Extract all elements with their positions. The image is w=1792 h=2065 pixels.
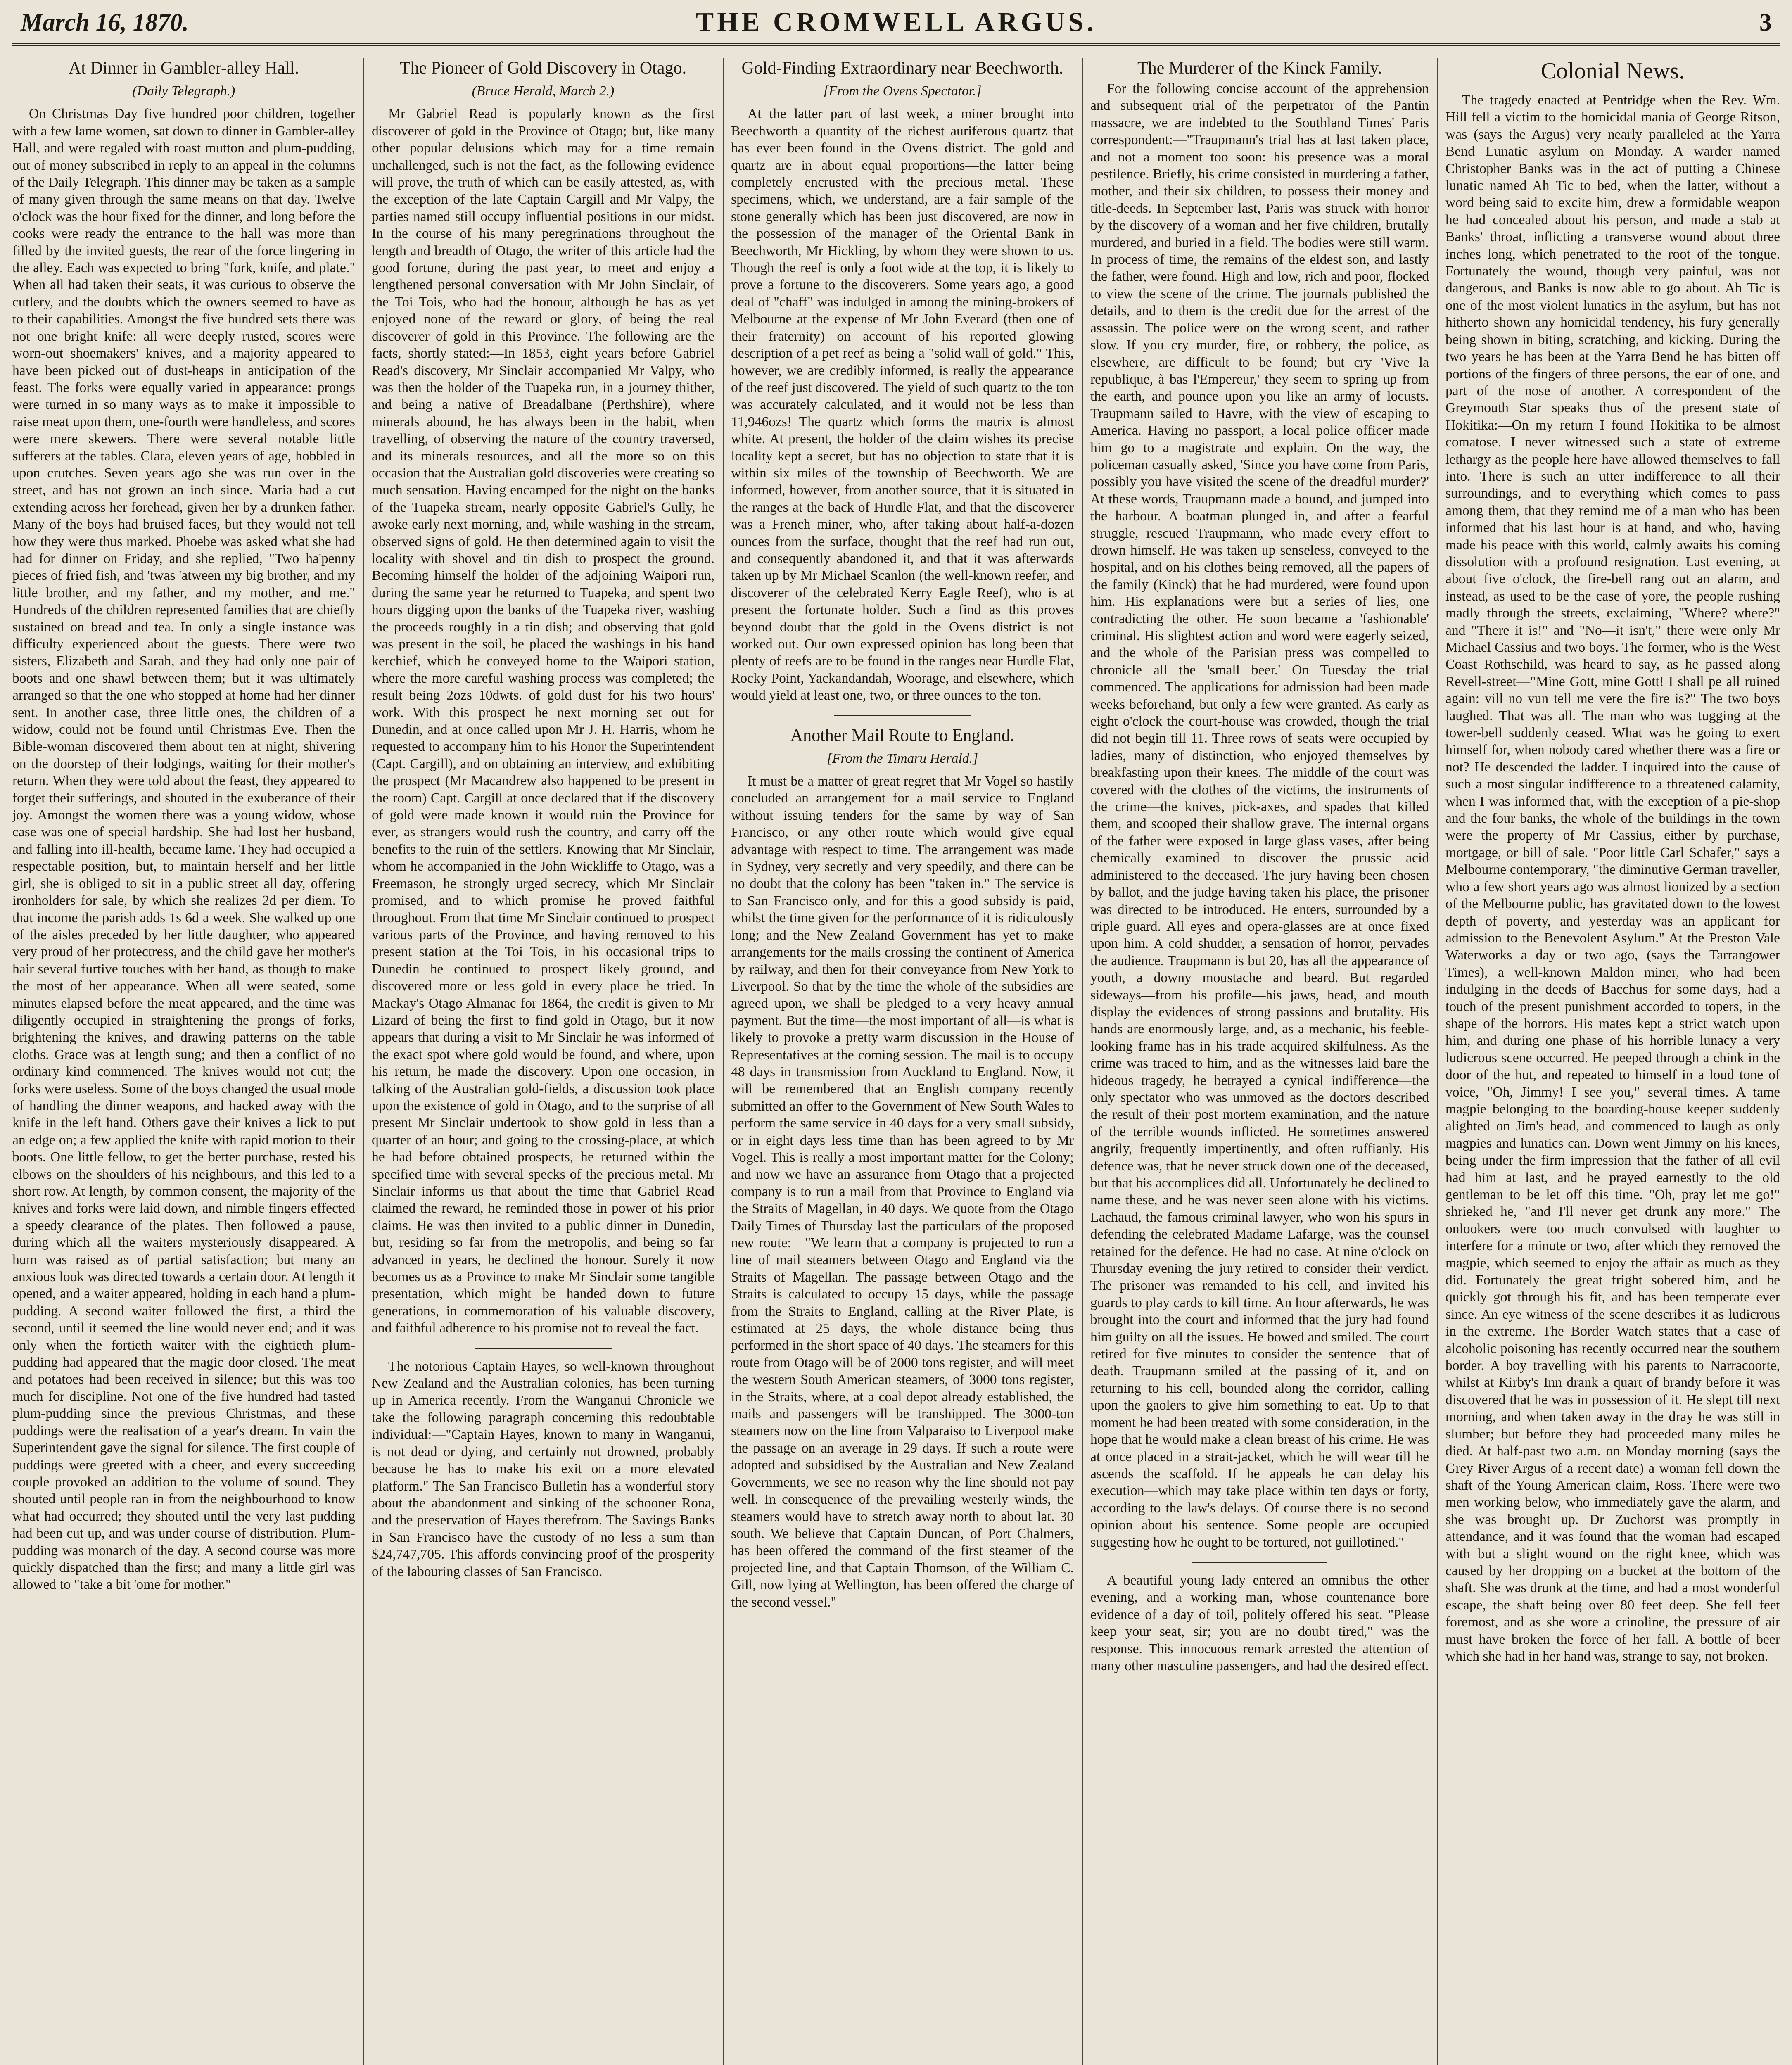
article-heading-kinck-murderer: The Murderer of the Kinck Family. (1137, 59, 1382, 78)
column-5 (1445, 58, 1780, 2065)
column-2 (372, 58, 714, 2065)
article-captain-hayes: The notorious Captain Hayes, so well-known throughout New Zealand and the Australian colonies, has been turning up in America recently. From the Wanganui Chronicle we take the following paragraph concerning this redoubtable individual:—"Captain Hayes, known to many in Wanganui, is not dead or dying, and certainly not drowned, probably because he has to make his exit on a more elevated platform." The San Francisco Bulletin has a wonderful story about the abandonment and sinking of the schooner Rona, and the preservation of Hayes therefrom. The Savings Banks in San Francisco have the custody of no less a sum than $24,747,705. This affords convincing proof of the prosperity of the labouring classes of San Francisco. (372, 1358, 714, 1579)
article-body: Mr Gabriel Read is popularly known as the first discoverer of gold in the Province of Otago; but, like many other popular delusions which may for a time remain unchallenged, such is not the fact, as the following evidence will prove, the truth of which can be easily attested, as, with the exception of the late Captain Cargill and Mr Valpy, the parties named still occupy influential positions in our midst. In the course of his many peregrinations throughout the length and breadth of Otago, the writer of this article had the good fortune, during the past year, to meet and enjoy a lengthened personal conversation with Mr John Sinclair, of the Toi Tois, who had the honour, although he has as yet enjoyed none of the reward or glory, of being the real discoverer of gold in this Province. The following are the facts, shortly stated:—In 1853, eight years before Gabriel Read's discovery, Mr Sinclair accompanied Mr Valpy, who was then the holder of the Tuapeka run, in a journey thither, and being a native of Breadalbane (Perthshire), where minerals abound, he has always been in the habit, when travelling, of observing the nature of the country traversed, and its minerals resources, and all the more so on this occasion that the Australian gold discoveries were creating so much sensation. Having encamped for the night on the banks of the Tuapeka stream, nearly opposite Gabriel's Gully, he awoke early next morning, and, while washing in the stream, observed signs of gold. He then determined again to visit the locality with shovel and tin dish to prospect the ground. Becoming himself the holder of the adjoining Waipori run, during the same year he returned to Tuapeka, and spent two hours digging upon the banks of the Tuapeka river, washing the proceeds roughly in a tin dish; and observing that gold was present in the soil, he placed the washings in his hand kerchief, which he conveyed home to the Waipori station, where the more careful washing process was completed; the result being 2ozs 10dwts. of gold dust for his two hours' work. With this prospect he next morning set out for Dunedin, and at once called upon Mr J. H. Harris, whom he requested to accompany him to his Honor the Superintendent (Capt. Cargill), and on obtaining an interview, and exhibiting the prospect (Mr Macandrew also happened to be present in the room) Capt. Cargill at once declared that if the discovery of gold were made known it would ruin the Province for ever, as strangers would rush the country, and carry off the benefits to the ruin of the settlers. Knowing that Mr Sinclair, whom he accompanied in the John Wickliffe to Otago, was a Freemason, he strongly urged secrecy, which Mr Sinclair promised, and to which promise he proved faithful throughout. From that time Mr Sinclair continued to prospect various parts of the Province, and having removed to his present station at the Toi Tois, in his occasional trips to Dunedin he continued to prospect likely ground, and discovered more or less gold in every place he tried. In Mackay's Otago Almanac for 1864, the credit is given to Mr Lizard of being the first to find gold in Otago, but it now appears that during a visit to Mr Sinclair he was informed of the exact spot where gold would be found, and where, upon his return, he made the discovery. Upon one occasion, in talking of the Australian gold-fields, a discussion took place upon the existence of gold in Otago, and to the surprise of all present Mr Sinclair undertook to show gold in less than a quarter of an hour; and going to the crossing-place, at which he had before obtained prospects, he returned within the specified time with several specks of the precious metal. Mr Sinclair informs us that about the time that Gabriel Read claimed the reward, he reminded those in power of his prior claims. He was then invited to a public dinner in Dunedin, but, residing so far from the metropolis, and being so far advanced in years, he declined the honour. Surely it now becomes us as a Province to make Mr Sinclair some tangible presentation, which might be handed down to future generations, in commemoration of his valuable discovery, and faithful adherence to his promise not to reveal the fact. (372, 106, 714, 1336)
article-body: For the following concise account of the apprehension and subsequent trial of the perpetrator of the Pantin massacre, we are indebted to the Southland Times' Paris correspondent:—"Traupmann's trial has at last taken place, and not a moment too soon: his presence was a moral pestilence. Briefly, his crime consisted in murdering a father, mother, and their six children, to possess their money and title-deeds. In September last, Paris was struck with horror by the discovery of a woman and her five children, brutally murdered, and buried in a field. The bodies were still warm. In process of time, the remains of the eldest son, and lastly the father, were found. High and low, rich and poor, flocked to view the scene of the crime. The journals published the details, and to them is the credit due for the arrest of the assassin. The police were on the wrong scent, and rather slow. If you cry murder, fire, or robbery, the police, as elsewhere, are difficult to be found; but cry 'Vive la republique, à bas l'Empereur,' they seem to spring up from the earth, and pounce upon you like an army of locusts. Traupmann sailed to Havre, with the view of escaping to America. Having no passport, a local police officer made him go to a magistrate and explain. On the way, the policeman casually asked, 'Since you have come from Paris, possibly you have visited the scene of the dreadful murder?' At these words, Traupmann made a bound, and jumped into the harbour. A boatman plunged in, and after a fearful struggle, rescued Traupmann, who made every effort to drown himself. He was taken up senseless, conveyed to the hospital, and on his clothes being removed, all the papers of the family (Kinck) that he had murdered, were found upon him. His explanations were but a series of lies, one contradicting the other. He soon became a 'fashionable' criminal. His slightest action and word were eagerly seized, and the whole of the Parisian press was compelled to chronicle all the 'small beer.' On Tuesday the trial commenced. The applications for admission had been made weeks beforehand, but only a few were granted. As early as eight o'clock the court-house was crowded, though the trial did not begin till 11. Three rows of seats were occupied by ladies, many of distinction, who enjoyed themselves by breakfasting upon their knees. The middle of the court was covered with the clothes of the victims, the instruments of the crime—the knives, pick-axes, and spades that killed them, and scooped their shallow grave. The internal organs of the father were exposed in large glass vases, after being chemically examined to discover the prussic acid administered to the deceased. The jury having been chosen by ballot, and the judge having taken his place, the prisoner was directed to be introduced. He enters, surrounded by a triple guard. All eyes and opera-glasses are at once fixed upon him. A cold shudder, a sensation of horror, pervades the audience. Traupmann is but 20, has all the appearance of youth, a downy moustache and beard. But regarded sideways—from his profile—his jaws, head, and mouth display the evidences of strong passions and brutality. His hands are enormously large, and, as a mechanic, his feeble-looking frame has in his trade acquired skilfulness. As the crime was traced to him, and as the witnesses laid bare the hideous tragedy, he betrayed a cynical indifference—the only spectator who was unmoved as the doctors described the result of their post mortem examination, and the nature of the terrible wounds inflicted. He sometimes answered angrily, frequently impertinently, and often ruffianly. His defence was, that he never struck down one of the deceased, but that his accomplices did all. Unfortunately he declined to name these, and he was never seen alone with his victims. Lachaud, the famous criminal lawyer, who won his spurs in defending the celebrated Madame Lafarge, was the counsel retained for the defence. He had no case. At nine o'clock on Thursday evening the jury retired to consider their verdict. The prisoner was remanded to his cell, and invited his guards to play cards to kill time. An hour afterwards, he was brought into the court and informed that the jury had found him guilty on all the issues. He bowed and smiled. The court retired for five minutes to consider the sentence—that of death. Traupmann smiled at the passing of it, and on returning to his cell, bounded along the corridor, calling upon the gaolers to give him something to eat. Up to that moment he had been treated with some consideration, in the hope that he would make a clean breast of his crime. He was at once placed in a strait-jacket, which he will wear till he ascends the scaffold. If he appeals he can delay his execution—which may take place within ten days or forty, according to the law's delays. Of course there is no second opinion about his sentence. Some people are occupied suggesting how he ought to be tortured, not guillotined." (1090, 81, 1429, 1550)
article-body: The tragedy enacted at Pentridge when the Rev. Wm. Hill fell a victim to the homicidal mania of George Ritson, was (says the Argus) very nearly paralleled at the Yarra Bend Lunatic asylum on Monday. A warder named Christopher Banks was in the act of putting a Chinese lunatic named Ah Tic to bed, when the latter, without a word being said to excite him, drew a formidable weapon he had concealed about his person, and made a stab at Banks' throat, inflicting a transverse wound about three inches long, which penetrated to the root of the tongue. Fortunately the wound, though very painful, was not dangerous, and Banks is now able to go about. Ah Tic is one of the most violent lunatics in the asylum, but has not hitherto shown any homicidal tendency, his fury generally being shown in biting, scratching, and kicking. During the two years he has been at the Yarra Bend he has bitten off portions of the fingers of three persons, the ear of one, and part of the nose of another. A correspondent of the Greymouth Star speaks thus of the present state of Hokitika:—On my return I found Hokitika to be almost comatose. I never witnessed such a state of extreme lethargy as the people here have allowed themselves to fall into. There is such an utter indifference to all their surroundings, and to everything which comes to pass among them, that they remind me of a man who has been informed that his last hour is at hand, and who, having made his peace with this world, calmly awaits his coming dissolution with a profound resignation. Last evening, at about five o'clock, the fire-bell rang out an alarm, and instead, as used to be the case of yore, the people rushing madly through the streets, exclaiming, "Where? where?" and "There it is!" and "No—it isn't," there were only Mr Michael Cassius and two boys. The former, who is the West Coast Rothschild, was heard to say, as he passed along Revell-street—"Mine Gott, mine Gott! I shall pe all ruined again: vill no vun tell me vere the fire is?" The two boys laughed. That was all. The man who was tugging at the tower-bell suddenly ceased. What was he going to exert himself for, when nobody cared whether there was a fire or not? He descended the ladder. I inquired into the cause of such a most singular indifference to a threatened calamity, when I was informed that, with the exception of a pie-shop and the four banks, the whole of the buildings in the town were the property of Mr Cassius, either by purchase, mortgage, or bill of sale. "Poor little Carl Schafer," says a Melbourne contemporary, "the diminutive German traveller, who a few short years ago was almost lionized by a section of the Melbourne public, has gravitated down to the lowest depth of poverty, and yesterday was an applicant for admission to the Benevolent Asylum." At the Preston Vale Waterworks a day or two ago, (says the Tarrangower Times), a well-known Maldon miner, who had been indulging in the deeds of Bacchus for some days, had a touch of the present punishment accorded to topers, in the shape of the horrors. His mates kept a strict watch upon him, and during one phase of his horrible lunacy a very ludicrous scene occurred. He peeped through a chink in the door of the hut, and repeated to himself in a loud tone of voice, "Oh, Jimmy! I see you," several times. A tame magpie belonging to the boarding-house keeper suddenly alighted on Jim's head, and commenced to laugh as only magpies and lunatics can. Down went Jimmy on his knees, being under the firm impression that the father of all evil had him at last, and he prayed earnestly to the old gentleman to be let off this time. "Oh, pray let me go!" shrieked he, "and I'll never get drunk any more." The onlookers were too much convulsed with laughter to interfere for a minute or two, after which they removed the magpie, which seemed to enjoy the affair as much as they did. Fortunately the great fright sobered him, and he quickly got through his fit, and has been temperate ever since. An eye witness of the scene describes it as ludicrous in the extreme. The Border Watch states that a case of alcoholic poisoning has recently occurred near the southern border. A boy travelling with his parents to Narracoorte, whilst at Kirby's Inn drank a quart of brandy before it was discovered that he was in possession of it. He slept till next morning, and when taken away in the dray he was still in slumber; but before they had proceeded many miles he died. At half-past two a.m. on Monday morning (says the Grey River Argus of a recent date) a woman fell down the shaft of the Young American claim, Ross. There were two men working below, who immediately gave the alarm, and she was brought up. Dr Zuchorst was promptly in attendance, and it was found that the woman had escaped with but a slight wound on the right knee, which was caused by her dropping on a bucket at the bottom of the shaft. She was drunk at the time, and had a most wonderful escape, the shaft being over 80 feet deep. She fell feet foremost, and as she wore a crinoline, the pressure of air must have broken the force of her fall. A bottle of beer which she had in her hand was, strange to say, not broken. (1445, 93, 1780, 1664)
masthead (12, 4, 1780, 46)
column-rule (723, 58, 724, 2065)
newspaper-title: THE CROMWELL ARGUS. (695, 7, 1097, 37)
section-divider (834, 715, 971, 716)
article-heading-gold-discovery: The Pioneer of Gold Discovery in Otago. (399, 59, 686, 78)
article-heading-mail-route: Another Mail Route to England. (790, 726, 1015, 745)
article-source: (Daily Telegraph.) (132, 83, 235, 99)
section-heading-colonial-news: Colonial News. (1540, 58, 1685, 84)
article-heading-beechworth: Gold-Finding Extraordinary near Beechworth. (741, 59, 1063, 78)
article-body: At the latter part of last week, a miner brought into Beechworth a quantity of the richest auriferous quartz that has ever been found in the Ovens district. The gold and quartz are in about equal proportions—the latter being completely encrusted with the precious metal. These specimens, which, we understand, are a fair sample of the stone generally which has been just discovered, are now in the possession of the manager of the Oriental Bank in Beechworth, Mr Hickling, by whom they were shown to us. Though the reef is only a foot wide at the top, it is likely to prove a fortune to the discoverers. Some years ago, a good deal of "chaff" was indulged in among the mining-brokers of Melbourne at the expense of Mr John Everard (then one of their fraternity) on account of his reported glowing description of a pet reef as being a "solid wall of gold." This, however, we are credibly informed, is really the appearance of the reef just discovered. The yield of such quartz to the ton was accurately calculated, and it would not be less than 11,946ozs! The quartz which forms the matrix is almost white. At present, the holder of the claim wishes its precise locality kept a secret, but has no objection to state that it is within six miles of the township of Beechworth. We are informed, however, from another source, that it is situated in the ranges at the back of Hurdle Flat, and that the discoverer was a French miner, who, after taking about half-a-dozen ounces from the surface, thought that the reef had run out, and consequently abandoned it, and that it was afterwards taken up by Mr Michael Scanlon (the well-known reefer, and discoverer of the celebrated Kerry Eagle Reef), who is at present the fortunate holder. Such a find as this proves beyond doubt that the gold in the Ovens district is not worked out. Our own expressed opinion has long been that plenty of reefs are to be found in the ranges near Hurdle Flat, Rocky Point, Yackandandah, Woorage, and elsewhere, which would yield at least one, two, or three ounces to the ton. (731, 106, 1074, 703)
section-divider (1192, 1562, 1327, 1563)
section-divider (475, 1348, 612, 1349)
issue-date: March 16, 1870. (21, 9, 189, 36)
column-4 (1090, 58, 1429, 2065)
column-rule (1082, 58, 1083, 2065)
column-rule (363, 58, 364, 2065)
article-heading-gambler-alley: At Dinner in Gambler-alley Hall. (69, 59, 299, 78)
article-omnibus: A beautiful young lady entered an omnibus the other evening, and a working man, whose countenance bore evidence of a day of toil, politely offered his seat. "Please keep your seat, sir; you are no doubt tired," was the response. This innocuous remark arrested the attention of many other masculine passengers, and had the desired effect. (1090, 1572, 1429, 1673)
article-source: [From the Timaru Herald.] (826, 750, 978, 766)
column-rule (1437, 58, 1438, 2065)
article-source: [From the Ovens Spectator.] (823, 83, 982, 99)
article-body: On Christmas Day five hundred poor children, together with a few lame women, sat down to dinner in Gambler-alley Hall, and were regaled with roast mutton and plum-pudding, out of money subscribed in reply to an appeal in the columns of the Daily Telegraph. This dinner may be taken as a sample of many given through the same means on that day. Twelve o'clock was the hour fixed for the dinner, and long before the cooks were ready the entrance to the hall was more than filled by the invited guests, the rear of the force lingering in the alley. Each was expected to bring "fork, knife, and plate." When all had taken their seats, it was curious to observe the cutlery, and the doubts which the owners seemed to have as to their capabilities. Amongst the five hundred sets there was not one bright knife: all were deeply rusted, scores were worn-out shoemakers' knives, and a majority appeared to have been picked out of dust-heaps in anticipation of the feast. The forks were equally varied in appearance: prongs were turned in so many ways as to make it impossible to raise meat upon them, one-fourth were handleless, and scores were mere skewers. There were several notable little sufferers at the tables. Clara, eleven years of age, hobbled in upon crutches. Seven years ago she was run over in the street, and has not grown an inch since. Maria had a cut extending across her forehead, given her by a drunken father. Many of the boys had bruised faces, but they would not tell how they were thus marked. Phoebe was asked what she had had for dinner on Friday, and she replied, "Two ha'penny pieces of fried fish, and 'twas 'atween my big brother, and my little brother, and my father, and my mother, and me." Hundreds of the children represented families that are chiefly sustained on bread and tea. In only a single instance was difficulty experienced about the guests. There were two sisters, Elizabeth and Sarah, and they had only one pair of boots and one shawl between them; but it was ultimately arranged so that the one who stopped at home had her dinner sent. In another case, three little ones, the children of a widow, could not be found until Christmas Eve. Then the Bible-woman discovered them about ten at night, shivering on the doorstep of their lodgings, waiting for their mother's return. When they were told about the feast, they appeared to forget their sufferings, and shouted in the exuberance of their joy. Amongst the women there was a young widow, whose case was one of special hardship. She had lost her husband, and falling into ill-health, became lame. They had occupied a respectable position, but, to maintain herself and her little girl, she is obliged to sit in a public street all day, offering ironholders for sale, by which she realizes 2d per diem. To that income the parish adds 1s 6d a week. She walked up one of the aisles preceded by her little daughter, who appeared very proud of her protectress, and the child gave her mother's hair several furtive touches with her hand, as though to make the most of her appearance. When all were seated, some minutes elapsed before the meat appeared, and the time was diligently occupied in straightening the prongs of forks, brightening the knives, and drawing patterns on the table cloths. Grace was at length sung; and then a conflict of no ordinary kind commenced. The knives would not cut; the forks were useless. Some of the boys changed the usual mode of handling the dinner weapons, and hacked away with the knife in the left hand. Others gave their knives a lick to put an edge on; a few applied the knife with rapid motion to their boots. One little fellow, to get the better purchase, rested his elbows on the shoulders of his neighbours, and this led to a short row. At length, by common consent, the majority of the knives and forks were laid down, and nimble fingers effected a speedy clearance of the plates. Then followed a pause, during which all the waiters mysteriously disappeared. A hum was raised as of partial satisfaction; but many an anxious look was directed towards a certain door. At length it opened, and a waiter appeared, holding in each hand a plum-pudding. A second waiter followed the first, a third the second, until it seemed the line would never end; and it was only when the fortieth waiter with the eightieth plum-pudding had appeared that the magic door closed. The meat and potatoes had been received in silence; but this was too much for discipline. Not one of the five hundred had tasted plum-pudding since the previous Christmas, and these puddings were the realisation of a year's dream. In vain the Superintendent gave the signal for silence. The first couple of puddings were greeted with a cheer, and every succeeding couple provoked an addition to the volume of sound. They shouted until people ran in from the neighbourhood to know what had occurred; they shouted until the very last pudding had been cut up, and was under course of distribution. Plum-pudding was monarch of the day. A second course was more quickly dispatched than the first; and many a little girl was allowed to "take a bit 'ome for mother." (12, 106, 355, 1593)
column-1 (12, 58, 355, 2065)
page-number: 3 (1759, 9, 1772, 36)
article-source: (Bruce Herald, March 2.) (472, 83, 615, 99)
column-3 (731, 58, 1074, 2065)
article-body: It must be a matter of great regret that Mr Vogel so hastily concluded an arrangement for a mail service to England without issuing tenders for the same by way of San Francisco, or any other route which would give equal advantage with respect to time. The arrangement was made in Sydney, very secretly and very speedily, and there can be no doubt that the colony has been "taken in." The service is to San Francisco only, and for this a good subsidy is paid, whilst the time given for the performance of it is ridiculously long; and the New Zealand Government has yet to make arrangements for the mails crossing the continent of America by railway, and then for their conveyance from New York to Liverpool. So that by the time the whole of the subsidies are agreed upon, we shall be pledged to a very heavy annual payment. But the time—the most important of all—is what is likely to provoke a pretty warm discussion in the House of Representatives at the coming session. The mail is to occupy 48 days in transmission from Auckland to England. Now, it will be remembered that an English company recently submitted an offer to the Government of New South Wales to perform the same service in 40 days for a very small subsidy, or in eight days less time than has been agreed to by Mr Vogel. This is really a most important matter for the Colony; and now we have an assurance from Otago that a projected company is to run a mail from that Province to England via the Straits of Magellan, in 40 days. We quote from the Otago Daily Times of Thursday last the particulars of the proposed new route:—"We learn that a company is projected to run a line of mail steamers between Otago and England via the Straits of Magellan. The passage between Otago and the Straits is calculated to occupy 15 days, while the passage from the Straits to England, calling at the River Plate, is estimated at 25 days, the whole distance being thus performed in the short space of 40 days. The steamers for this route from Otago will be of 2000 tons register, and will meet the western South American steamers, of 3000 tons register, in the Straits, where, at a coal depot already established, the mails and passengers will be transhipped. The 3000-ton steamers now on the line from Valparaiso to Liverpool make the passage on an average in 29 days. If such a route were adopted and subsidised by the Australian and New Zealand Governments, we see no reason why the line should not pay well. In consequence of the prevailing westerly winds, the steamers would have to stretch away north to about lat. 30 south. We believe that Captain Duncan, of Port Chalmers, has been offered the command of the first steamer of the projected line, and that Captain Thomson, of the William C. Gill, now lying at Wellington, has been offered the charge of the second vessel." (731, 774, 1074, 1610)
